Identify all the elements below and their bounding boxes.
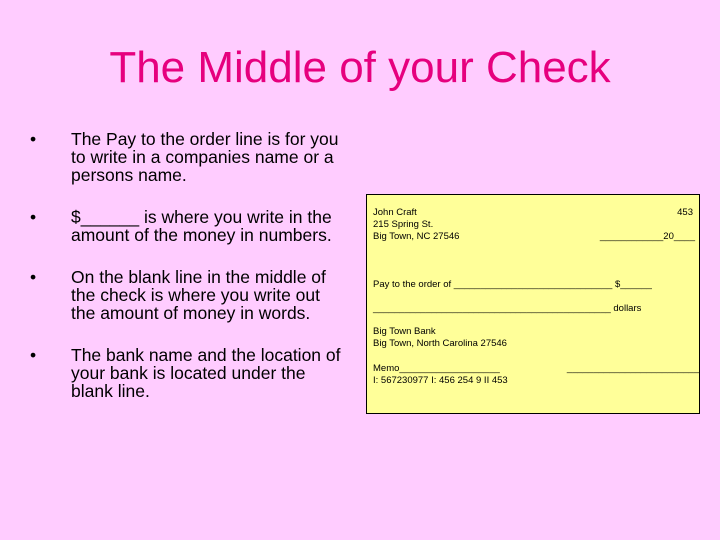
check-pay-to-line: Pay to the order of ______________________________ $______ — [373, 279, 652, 290]
sample-check — [366, 194, 700, 414]
check-date-line: ____________20____ — [599, 231, 695, 242]
bullet-line: amount of the money in numbers. — [71, 225, 332, 245]
bullet-line: your bank is located under the — [71, 363, 306, 383]
bullet-line: The Pay to the order line is for you — [71, 129, 339, 149]
bullet-line: the check is where you write out — [71, 285, 321, 305]
check-memo-line: Memo___________________ — [373, 363, 500, 374]
bullet-text — [71, 346, 361, 400]
bullet-line: The bank name and the location of — [71, 345, 341, 365]
page-title: The Middle of your Check — [109, 43, 611, 92]
check-owner-name: John Craft — [373, 207, 417, 218]
bullet-line: blank line. — [71, 381, 150, 401]
check-dollars-line: _____________________________________________ dollars — [373, 303, 642, 314]
check-micr-line: I: 567230977 I: 456 254 9 II 453 — [373, 375, 508, 386]
check-owner-city: Big Town, NC 27546 — [373, 231, 460, 242]
bullet-line: persons name. — [71, 165, 187, 185]
bullet-line: the amount of money in words. — [71, 303, 311, 323]
bullet-marker: • — [30, 267, 37, 287]
bullet-line: $______ is where you write in the — [71, 207, 332, 227]
bullet-marker: • — [30, 345, 37, 365]
bullet-marker: • — [30, 207, 37, 227]
check-bank-location: Big Town, North Carolina 27546 — [373, 338, 507, 349]
bullet-line: to write in a companies name or a — [71, 147, 334, 167]
bullet-line: On the blank line in the middle of — [71, 267, 326, 287]
check-owner-street: 215 Spring St. — [373, 219, 434, 230]
check-number: 453 — [677, 207, 693, 218]
bullet-text — [71, 268, 361, 322]
bullet-text — [71, 208, 361, 244]
check-bank-name: Big Town Bank — [373, 326, 436, 337]
bullet-marker: • — [30, 129, 37, 149]
bullet-text — [71, 130, 361, 184]
check-signature-line: _________________________ — [566, 363, 699, 374]
